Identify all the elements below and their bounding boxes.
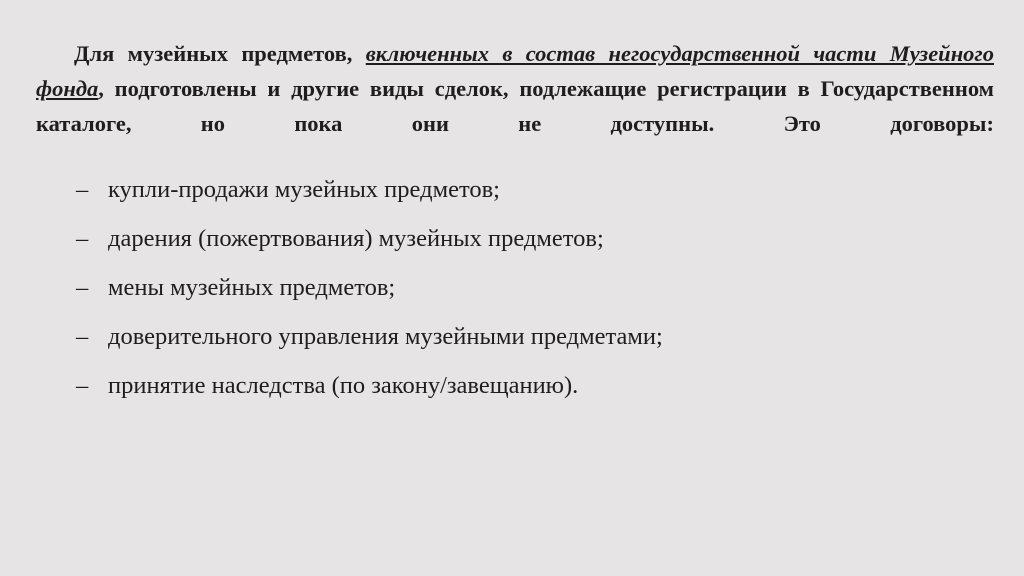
dash-bullet: – — [76, 274, 89, 301]
dash-bullet: – — [76, 372, 89, 399]
list-item — [76, 312, 663, 361]
list-item-text: доверительного управления музейными предметами; — [108, 323, 663, 350]
list-item-text: мены музейных предметов; — [108, 274, 396, 301]
intro-text-end: , подготовлены и другие виды сделок, подлежащие регистрации в Государственном каталоге, но пока они не доступны. Это договоры: — [36, 76, 994, 136]
list-item-text: принятие наследства (по закону/завещанию). — [108, 372, 579, 399]
contract-types-list — [76, 165, 663, 410]
list-item — [76, 263, 663, 312]
dash-bullet: – — [76, 176, 89, 203]
intro-paragraph — [36, 36, 994, 141]
list-item — [76, 361, 663, 410]
list-item-text: купли-продажи музейных предметов; — [108, 176, 500, 203]
dash-bullet: – — [76, 323, 89, 350]
dash-bullet: – — [76, 225, 89, 252]
intro-text-start: Для музейных предметов, — [74, 41, 366, 66]
list-item-text: дарения (пожертвования) музейных предметов; — [108, 225, 604, 252]
list-item — [76, 214, 663, 263]
intro-emphasis: включенных в состав негосударственной части Музейного фонда — [36, 41, 994, 101]
list-item — [76, 165, 663, 214]
